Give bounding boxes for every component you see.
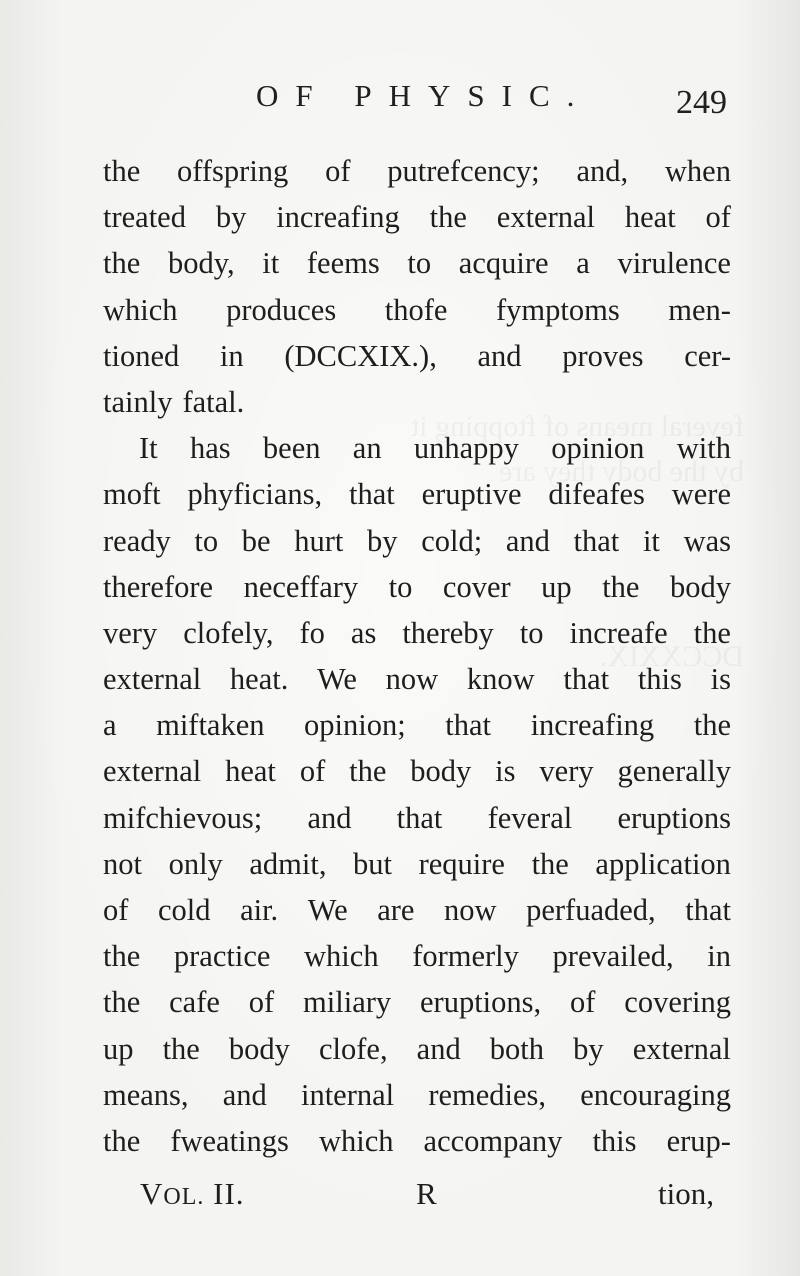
word: be [241, 523, 271, 558]
word: by [573, 1031, 604, 1066]
word: difeafes [548, 477, 645, 512]
word: body [228, 1031, 290, 1066]
word: by [367, 523, 398, 558]
word: fymptoms [496, 292, 620, 327]
running-head-title: OF PHYSIC. [256, 78, 592, 113]
word: covering [624, 985, 731, 1020]
word: the [531, 846, 569, 881]
word: generally [617, 754, 731, 789]
word: (DCCXIX.), [284, 338, 437, 373]
word: miftaken [156, 708, 265, 743]
word: accompany [423, 1123, 563, 1158]
word: produces [226, 292, 337, 327]
word: was [683, 523, 731, 558]
text-line [103, 471, 731, 517]
word: increafe [569, 615, 668, 650]
word: require [418, 846, 505, 881]
word: cold; [421, 523, 483, 558]
text-line [103, 287, 731, 333]
word: cold [157, 893, 211, 927]
word: and, [576, 154, 629, 188]
word: a [576, 246, 590, 281]
word: formerly [412, 939, 519, 974]
text-line [103, 887, 731, 933]
text-line [103, 518, 731, 564]
word: the [349, 754, 387, 789]
word: know [466, 662, 535, 697]
word: which [318, 1123, 394, 1158]
word: were [671, 477, 731, 512]
word: by [215, 200, 247, 235]
word: up [103, 1031, 134, 1066]
word: not [103, 846, 142, 881]
word: cafe [169, 985, 220, 1020]
word: in [707, 939, 731, 974]
word: that [563, 662, 610, 697]
word: this [592, 1123, 637, 1158]
word: treated [103, 200, 186, 235]
word: an [352, 431, 382, 466]
word: only [168, 846, 223, 881]
word: is [710, 662, 731, 697]
text-line [103, 933, 731, 979]
text-line [103, 979, 731, 1025]
word: remedies, [428, 1077, 547, 1112]
word: in [219, 338, 244, 373]
word: fatal. [182, 384, 245, 419]
word: the [429, 200, 467, 235]
word: of [570, 985, 596, 1020]
word: mifchievous; [103, 800, 263, 835]
word: feems [306, 246, 380, 281]
text-line [103, 795, 731, 841]
word: the [162, 1031, 200, 1066]
word: body [669, 569, 731, 604]
word: of [299, 754, 326, 789]
word: fweatings [170, 1123, 289, 1158]
word: It [139, 431, 158, 466]
word: it [642, 523, 660, 558]
text-line [103, 748, 731, 794]
page-number: 249 [676, 84, 727, 121]
text-line [103, 425, 731, 471]
word: are [377, 893, 415, 927]
text-line [103, 841, 731, 887]
paragraph [103, 425, 731, 1164]
word: opinion [551, 431, 645, 466]
word: practice [173, 939, 271, 974]
word: and [416, 1031, 461, 1066]
running-head [0, 78, 800, 121]
word: admit, [249, 846, 327, 881]
word: phyficians, [187, 477, 323, 512]
word: both [489, 1031, 545, 1066]
text-line [103, 702, 731, 748]
word: but [353, 846, 393, 881]
word: a [103, 708, 117, 743]
word: feveral [487, 800, 573, 835]
word: putrefcency; [387, 154, 540, 188]
word: cover [442, 569, 511, 604]
text-line [103, 333, 731, 379]
text-line [103, 564, 731, 610]
paragraph [103, 148, 731, 425]
word: men- [668, 292, 731, 327]
word: air. [240, 893, 279, 927]
word: the [103, 985, 141, 1020]
page-footer [0, 1176, 800, 1220]
word: the [103, 1123, 141, 1158]
text-line [103, 1026, 731, 1072]
word: heat [624, 200, 676, 235]
word: with [676, 431, 731, 466]
word: increafing [276, 200, 400, 235]
word: opinion; [304, 708, 406, 743]
text-line [103, 656, 731, 702]
word: to [388, 569, 413, 604]
word: external [632, 1031, 731, 1066]
word: hurt [294, 523, 344, 558]
word: very [539, 754, 594, 789]
word: proves [562, 338, 644, 373]
word: encouraging [580, 1077, 731, 1112]
word: neceffary [243, 569, 359, 604]
word: and [307, 800, 352, 835]
word: is [495, 754, 516, 789]
word: eruptions [617, 800, 731, 835]
word: heat. [229, 662, 289, 697]
word: now [385, 662, 439, 697]
text-line [103, 194, 731, 240]
text-line [103, 240, 731, 286]
word: We [317, 662, 357, 697]
word: offspring [177, 154, 289, 188]
word: and [222, 1077, 267, 1112]
word: to [519, 615, 544, 650]
word: that [348, 477, 395, 512]
word: unhappy [413, 431, 519, 466]
word: thofe [384, 292, 448, 327]
word: of [103, 893, 129, 927]
word: and [505, 523, 550, 558]
word: which [103, 292, 178, 327]
word: has [189, 431, 231, 466]
word: and [477, 338, 522, 373]
word: thereby [402, 615, 494, 650]
word: when [664, 154, 731, 188]
word: external [496, 200, 596, 235]
word: the [103, 246, 141, 281]
word: the [693, 708, 731, 743]
word: the [103, 939, 141, 974]
text-line [103, 1072, 731, 1118]
word: increafing [530, 708, 655, 743]
signature-mark: R [416, 1176, 437, 1211]
word: that [396, 800, 443, 835]
word: moft [103, 477, 161, 512]
word: that [685, 893, 731, 927]
catchword: tion, [658, 1176, 714, 1211]
word: clofe, [319, 1031, 388, 1066]
word: the [602, 569, 640, 604]
word: erup- [666, 1123, 731, 1158]
volume-label: VOL. II. [140, 1176, 245, 1211]
word: external [103, 754, 202, 789]
word: of [248, 985, 275, 1020]
word: external [103, 662, 202, 697]
word: eruptions, [420, 985, 542, 1020]
word: virulence [617, 246, 731, 281]
word: the [103, 154, 141, 188]
word: as [350, 615, 377, 650]
word: to [407, 246, 432, 281]
word: up [541, 569, 572, 604]
word: that [445, 708, 492, 743]
word: clofely, [183, 615, 274, 650]
word: body [410, 754, 472, 789]
word: the [693, 615, 731, 650]
word: tainly [103, 384, 173, 419]
word: been [262, 431, 321, 466]
word: of [705, 200, 731, 235]
word: internal [300, 1077, 395, 1112]
text-line [103, 610, 731, 656]
word: application [595, 846, 731, 881]
word: body, [167, 246, 235, 281]
word: of [325, 154, 351, 188]
word: therefore [103, 569, 214, 604]
word: ready [103, 523, 171, 558]
word: means, [103, 1077, 189, 1112]
word: very [103, 615, 158, 650]
word: which [304, 939, 379, 974]
word: now [444, 893, 497, 927]
text-line [103, 379, 731, 425]
word: to [194, 523, 219, 558]
word: We [307, 893, 348, 927]
word: tioned [103, 338, 180, 373]
word: that [573, 523, 620, 558]
text-line [103, 1118, 731, 1164]
word: fo [299, 615, 325, 650]
word: eruptive [421, 477, 522, 512]
body-text [103, 148, 731, 1164]
word: acquire [458, 246, 549, 281]
word: it [262, 246, 280, 281]
word: heat [225, 754, 276, 789]
word: prevailed, [552, 939, 674, 974]
word: perfuaded, [526, 893, 656, 927]
word: miliary [303, 985, 392, 1020]
word: this [637, 662, 682, 697]
word: cer- [684, 338, 731, 373]
text-line [103, 148, 731, 194]
